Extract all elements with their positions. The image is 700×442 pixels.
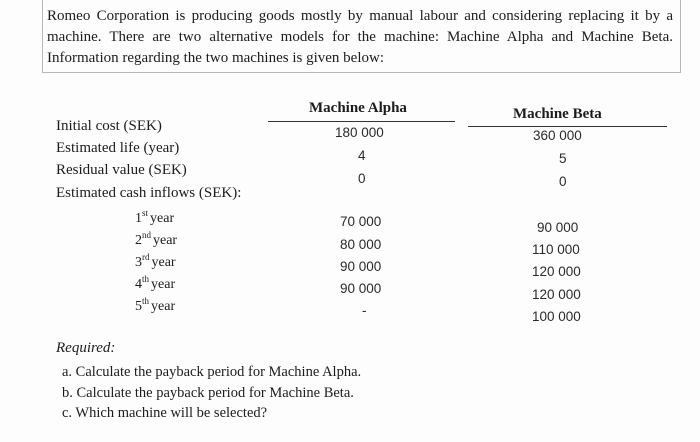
beta-estimated-life: 5: [559, 151, 567, 166]
alpha-estimated-life: 4: [358, 148, 366, 163]
label-initial-cost: Initial cost (SEK): [56, 118, 162, 134]
alpha-year-1: 70 000: [340, 214, 382, 229]
header-underline-beta: [468, 126, 667, 127]
alpha-initial-cost: 180 000: [335, 125, 384, 140]
beta-initial-cost: 360 000: [533, 128, 582, 143]
alpha-year-2: 80 000: [340, 237, 382, 252]
header-underline-alpha: [268, 121, 455, 122]
required-title: Required:: [56, 340, 116, 356]
header-machine-alpha: Machine Alpha: [309, 100, 407, 116]
alpha-year-4: 90 000: [340, 281, 382, 296]
alpha-year-5: -: [362, 303, 367, 318]
text-box-border-bottom: [42, 72, 681, 73]
alpha-residual-value: 0: [358, 171, 366, 186]
beta-year-5: 100 000: [532, 309, 581, 324]
beta-residual-value: 0: [559, 174, 567, 189]
year-label-1: 1st year: [135, 208, 175, 226]
year-label-3: 3rd year: [135, 252, 176, 270]
required-item-b: b. Calculate the payback period for Machine Beta.: [62, 385, 354, 401]
year-label-4: 4th year: [135, 274, 176, 292]
alpha-year-3: 90 000: [340, 259, 382, 274]
beta-year-4: 120 000: [532, 287, 581, 302]
text-box-border-left: [42, 0, 43, 73]
header-machine-beta: Machine Beta: [513, 106, 602, 122]
year-label-2: 2nd year: [135, 230, 178, 248]
label-cash-inflows: Estimated cash inflows (SEK):: [56, 185, 242, 201]
text-box-border-right: [680, 0, 681, 73]
beta-year-1: 90 000: [537, 220, 579, 235]
year-label-5: 5th year: [135, 296, 176, 314]
label-estimated-life: Estimated life (year): [56, 140, 180, 156]
beta-year-3: 120 000: [532, 264, 581, 279]
required-item-c: c. Which machine will be selected?: [62, 405, 268, 421]
beta-year-2: 110 000: [532, 242, 580, 257]
intro-paragraph: Romeo Corporation is producing goods mostly by manual labour and considering replacing it by a machine. There are two alternative models for the machine: Machine Alpha and Machine Beta. Information regarding the two machines is given below:: [47, 8, 673, 66]
label-residual-value: Residual value (SEK): [56, 162, 187, 178]
required-item-a: a. Calculate the payback period for Machine Alpha.: [62, 364, 362, 380]
